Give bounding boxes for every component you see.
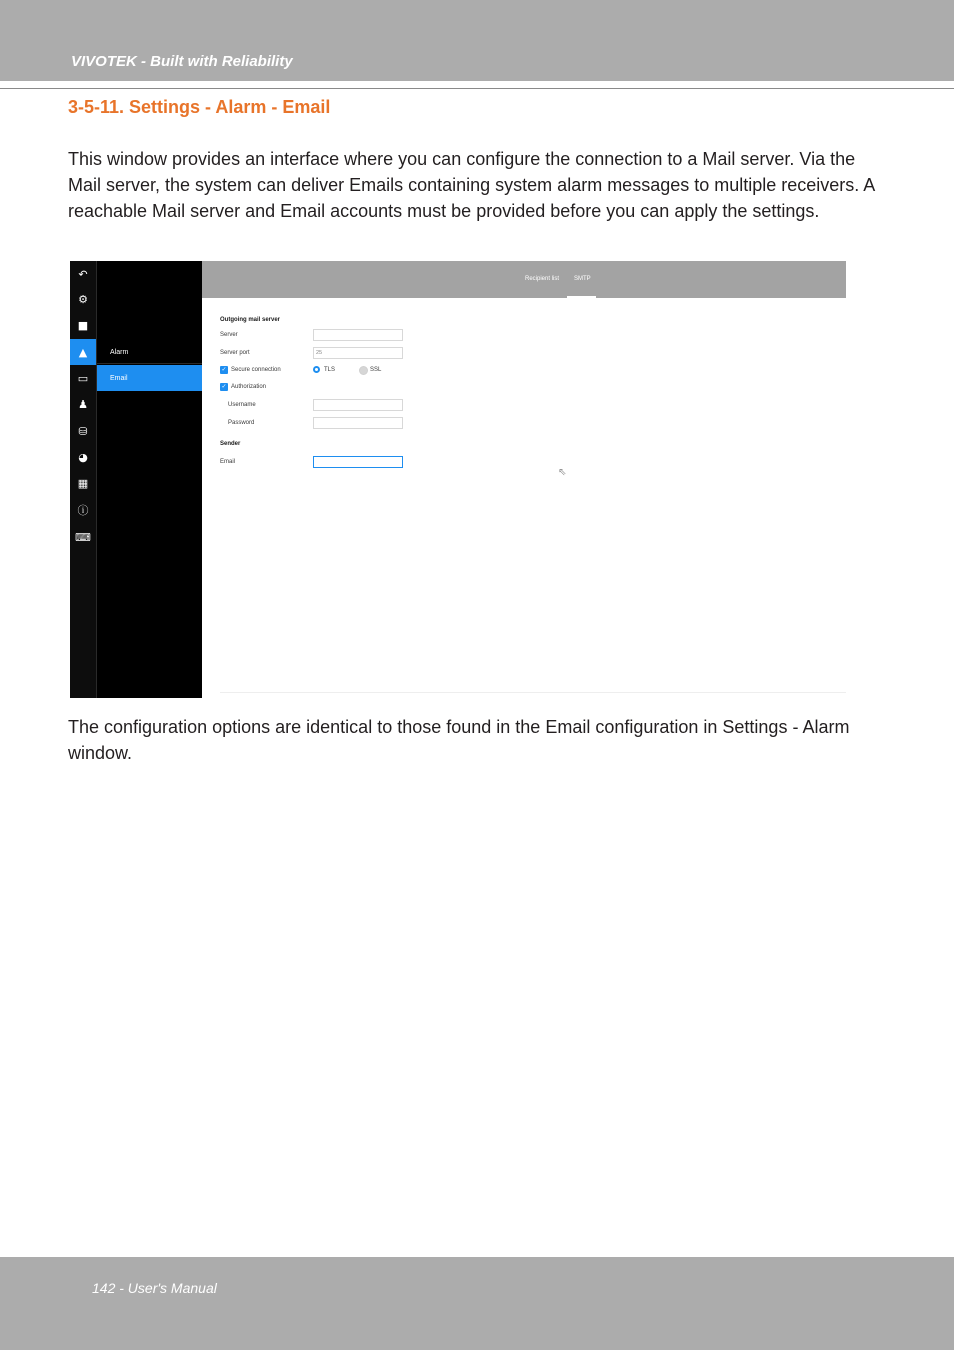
email-label: Email	[220, 459, 236, 465]
keyboard-icon[interactable]: ⌨	[75, 530, 91, 544]
nav-item-alarm[interactable]	[97, 339, 202, 365]
secure-label: Secure connection	[231, 367, 281, 373]
camera-icon[interactable]: ■	[77, 318, 89, 332]
page-header-band	[0, 0, 954, 81]
back-icon[interactable]: ↶	[78, 267, 88, 281]
port-label: Server port	[220, 350, 250, 356]
tab-active-indicator	[567, 296, 596, 298]
mouse-cursor-icon: ⇖	[558, 467, 567, 478]
outro-paragraph: The configuration options are identical to those found in the Email configuration in Settings - Alarm window.	[68, 717, 850, 763]
port-input[interactable]: 25	[313, 347, 403, 359]
icon-rail	[70, 261, 97, 698]
content-bottom-line	[220, 692, 846, 693]
user-icon[interactable]: ♟	[78, 397, 88, 411]
password-input[interactable]	[313, 417, 403, 429]
sub-nav	[97, 261, 202, 698]
pie-icon[interactable]: ◕	[78, 450, 88, 464]
gear-icon[interactable]: ⚙	[78, 292, 88, 306]
outgoing-header: Outgoing mail server	[220, 317, 281, 323]
sender-header: Sender	[220, 441, 241, 447]
content-pane	[202, 261, 846, 698]
username-input[interactable]	[313, 399, 403, 411]
footer-text: 142 - User's Manual	[92, 1280, 217, 1296]
server-label: Server	[220, 332, 238, 338]
intro-paragraph: This window provides an interface where you can configure the connection to a Mail server. Via the Mail server, the system can deliver Emails containing system alarm messages to multiple receivers. A reachable Mail server and Email accounts must be provided before you can apply the settings.	[68, 149, 875, 221]
page-footer-band	[0, 1257, 954, 1350]
tab-bar	[202, 261, 846, 298]
secure-checkbox[interactable]: ✓	[221, 366, 227, 373]
authorization-checkbox[interactable]: ✓	[221, 383, 227, 390]
header-rule	[0, 88, 954, 89]
nav-divider	[97, 363, 202, 364]
tab-recipient-list[interactable]: Recipient list	[525, 276, 560, 282]
authorization-label: Authorization	[231, 384, 267, 390]
grid-icon[interactable]: ▦	[77, 476, 89, 490]
nav-item-email[interactable]	[97, 365, 202, 391]
ssl-label: SSL	[370, 367, 382, 373]
tab-smtp[interactable]: SMTP	[574, 276, 591, 282]
ssl-radio[interactable]	[359, 366, 368, 375]
info-icon[interactable]: ⓘ	[77, 504, 89, 517]
server-input[interactable]	[313, 329, 403, 341]
password-label: Password	[228, 420, 255, 426]
brand-text: VIVOTEK - Built with Reliability	[71, 53, 293, 70]
tls-radio[interactable]	[313, 366, 320, 373]
bell-icon[interactable]: ▲	[70, 339, 96, 365]
username-label: Username	[228, 402, 256, 408]
section-title: 3-5-11. Settings - Alarm - Email	[68, 97, 331, 117]
monitor-icon[interactable]: ▭	[77, 371, 89, 385]
nav-item-email-label: Email	[110, 374, 128, 382]
database-icon[interactable]: ⛁	[78, 424, 88, 438]
email-input[interactable]	[313, 456, 403, 468]
nav-item-alarm-label: Alarm	[110, 348, 129, 356]
settings-screenshot	[70, 261, 846, 698]
tls-label: TLS	[324, 367, 336, 373]
